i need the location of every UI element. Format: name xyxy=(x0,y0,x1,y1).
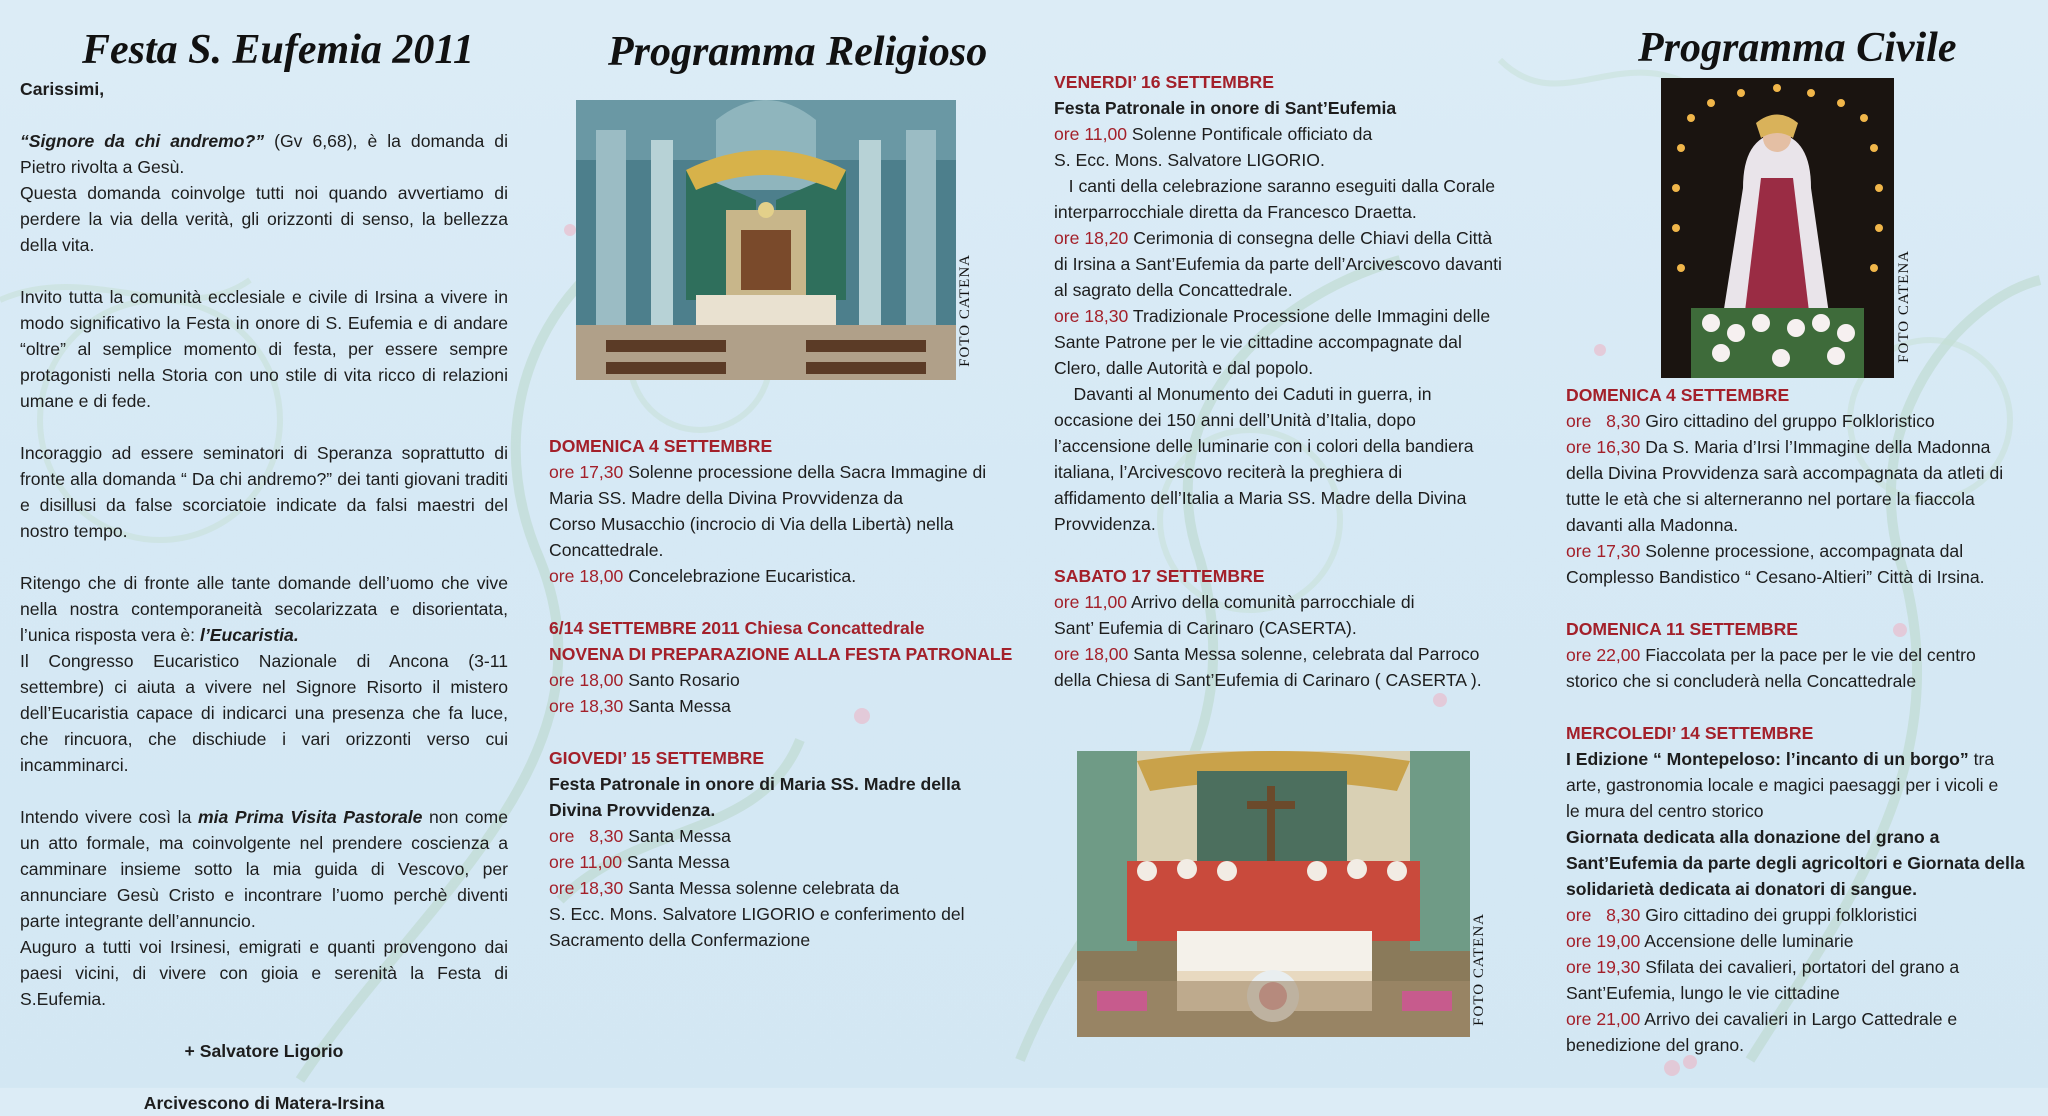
program-text: al sagrato della Concattedrale. xyxy=(1054,280,1293,300)
program-entry: ore 22,00 Fiaccolata per la pace per le vie del centro xyxy=(1566,645,1976,665)
program-bold-text: Giornata dedicata alla donazione del grano a xyxy=(1566,827,1940,847)
date-heading: DOMENICA 4 SETTEMBRE xyxy=(1566,385,1790,405)
program-text: Maria SS. Madre della Divina Provvidenza da xyxy=(549,488,903,508)
program-entry: ore 17,30 Solenne processione, accompagnata dal xyxy=(1566,541,1964,561)
church-interior-photo xyxy=(576,100,956,380)
pastoral-letter xyxy=(20,76,508,1116)
greeting: Carissimi, xyxy=(20,79,105,99)
date-heading: DOMENICA 4 SETTEMBRE xyxy=(549,436,773,456)
photo-credit: FOTO CATENA xyxy=(957,254,973,367)
date-heading: MERCOLEDI’ 14 SETTEMBRE xyxy=(1566,723,1814,743)
program-entry: ore 19,00 Accensione delle luminarie xyxy=(1566,931,1854,951)
program-text: Sant’Eufemia, lungo le vie cittadine xyxy=(1566,983,1840,1003)
programma-religioso-title: Programma Religioso xyxy=(608,29,988,75)
program-text: Clero, dalle Autorità e dal popolo. xyxy=(1054,358,1314,378)
program-entry: ore 18,30 Tradizionale Processione delle Immagini delle xyxy=(1054,306,1491,326)
program-entry: ore 21,00 Arrivo dei cavalieri in Largo Cattedrale e xyxy=(1566,1009,1958,1029)
program-bold-text: Sant’Eufemia da parte degli agricoltori e Giornata della xyxy=(1566,853,2025,873)
church-interior-illustration xyxy=(576,100,956,380)
program-entry: ore 8,30 Giro cittadino dei gruppi folkloristici xyxy=(1566,905,1918,925)
signature-role: Arcivescono di Matera-Irsina xyxy=(143,1093,385,1113)
program-text: S. Ecc. Mons. Salvatore LIGORIO. xyxy=(1054,150,1325,170)
feast-title: Festa Patronale in onore di Sant’Eufemia xyxy=(1054,98,1397,118)
program-entry: ore 8,30 Giro cittadino del gruppo Folkloristico xyxy=(1566,411,1935,431)
program-entry: ore 17,30 Solenne processione della Sacra Immagine di xyxy=(549,462,987,482)
letter-paragraph-4b: Il Congresso Eucaristico Nazionale di Ancona (3-11 settembre) ci aiuta a vivere nel Signore Risorto il mistero dell’Eucaristia capace di indicarci una presenza che fa luce, che rincuora, che dischiude i vari orizzonti verso cui incamminarci. xyxy=(20,651,508,775)
letter-paragraph-1b: Questa domanda coinvolge tutti noi quando avvertiamo di perdere la via della verità, gli orizzonti di senso, la bellezza della vita. xyxy=(20,183,508,255)
program-entry: ore 18,00 Santa Messa solenne, celebrata dal Parroco xyxy=(1054,644,1480,664)
programma-civile-title: Programma Civile xyxy=(1638,25,1957,71)
letter-paragraph-5: Intendo vivere così la mia Prima Visita Pastorale non come un atto formale, ma coinvolgente nel prendere coscienza a camminare insieme sotto la mia guida di Vescovo, per annunciare Gesù Cristo e incontrare l’uomo perchè diventi parte integrante dell’annuncio. xyxy=(20,807,508,931)
program-entry: I Edizione “ Montepeloso: l’incanto di un borgo” tra xyxy=(1566,749,1995,769)
date-heading: GIOVEDI’ 15 SETTEMBRE xyxy=(549,748,765,768)
program-text: S. Ecc. Mons. Salvatore LIGORIO e conferimento del xyxy=(549,904,965,924)
program-bold-text: solidarietà dedicata ai donatori di sangue. xyxy=(1566,879,1917,899)
photo-credit: FOTO CATENA xyxy=(1471,913,1487,1026)
madonna-statue-photo xyxy=(1661,78,1894,378)
program-entry: ore 19,30 Sfilata dei cavalieri, portatori del grano a xyxy=(1566,957,1960,977)
program-entry: ore 18,20 Cerimonia di consegna delle Chiavi della Città xyxy=(1054,228,1493,248)
program-text: Complesso Bandistico “ Cesano-Altieri” Città di Irsina. xyxy=(1566,567,1985,587)
feast-title: Festa Patronale in onore di Maria SS. Madre della xyxy=(549,774,961,794)
program-text: italiana, l’Arcivescovo reciterà la preghiera di xyxy=(1054,462,1403,482)
program-text: tutte le età che si alterneranno nel portare la fiaccola xyxy=(1566,489,1975,509)
letter-paragraph-1: “Signore da chi andremo?” (Gv 6,68), è la domanda di Pietro rivolta a Gesù. xyxy=(20,131,508,177)
letter-paragraph-2: Invito tutta la comunità ecclesiale e civile di Irsina a vivere in modo significativo la Festa in onore di S. Eufemia e di andare “oltre” al semplice momento di festa, per essere sempre protagonisti nella Storia con uno stile di vita ricco di relazioni umane e di fede. xyxy=(20,287,508,411)
date-heading: SABATO 17 SETTEMBRE xyxy=(1054,566,1265,586)
program-text: Sant’ Eufemia di Carinaro (CASERTA). xyxy=(1054,618,1357,638)
program-text: Concattedrale. xyxy=(549,540,664,560)
program-entry: ore 18,00 Santo Rosario xyxy=(549,670,740,690)
letter-title: Festa S. Eufemia 2011 xyxy=(82,27,475,73)
program-text: della Chiesa di Sant’Eufemia di Carinaro ( CASERTA ). xyxy=(1054,670,1482,690)
program-text: I canti della celebrazione saranno eseguiti dalla Corale xyxy=(1054,176,1496,196)
letter-paragraph-3: Incoraggio ad essere seminatori di Speranza soprattutto di fronte alla domanda “ Da chi andremo?” dei tanti giovani traditi e disillusi da false scorciatoie indicate da falsi maestri del nostro tempo. xyxy=(20,443,508,541)
program-entry: ore 18,00 Concelebrazione Eucaristica. xyxy=(549,566,857,586)
program-text: Provvidenza. xyxy=(1054,514,1156,534)
program-entry: ore 8,30 Santa Messa xyxy=(549,826,731,846)
program-text: di Irsina a Sant’Eufemia da parte dell’Arcivescovo davanti xyxy=(1054,254,1502,274)
program-text: della Divina Provvidenza sarà accompagnata da atleti di xyxy=(1566,463,2004,483)
program-entry: ore 11,00 Santa Messa xyxy=(549,852,730,872)
feast-title: Divina Provvidenza. xyxy=(549,800,716,820)
program-text: davanti alla Madonna. xyxy=(1566,515,1739,535)
novena-heading: 6/14 SETTEMBRE 2011 Chiesa Concattedrale xyxy=(549,618,925,638)
program-text: affidamento dell’Italia a Maria SS. Madre della Divina xyxy=(1054,488,1467,508)
mass-celebration-photo xyxy=(1077,751,1470,1037)
program-entry: ore 11,00 Arrivo della comunità parrocchiale di xyxy=(1054,592,1415,612)
photo-credit: FOTO CATENA xyxy=(1896,250,1912,363)
program-text: interparrocchiale diretta da Francesco Draetta. xyxy=(1054,202,1417,222)
date-heading: DOMENICA 11 SETTEMBRE xyxy=(1566,619,1799,639)
civil-program-list xyxy=(1566,382,2046,1058)
program-entry: ore 16,30 Da S. Maria d’Irsi l’Immagine della Madonna xyxy=(1566,437,1991,457)
program-entry: ore 11,00 Solenne Pontificale officiato da xyxy=(1054,124,1373,144)
program-text: storico che si concluderà nella Concattedrale xyxy=(1566,671,1917,691)
program-text: Sacramento della Confermazione xyxy=(549,930,811,950)
program-text: benedizione del grano. xyxy=(1566,1035,1745,1055)
madonna-statue-illustration xyxy=(1661,78,1894,378)
program-text: le mura del centro storico xyxy=(1566,801,1764,821)
program-text: arte, gastronomia locale e magici paesaggi per i vicoli e xyxy=(1566,775,1999,795)
religious-program-list xyxy=(549,433,1019,953)
mass-celebration-illustration xyxy=(1077,751,1470,1037)
signature: + Salvatore Ligorio xyxy=(184,1041,344,1061)
religious-program-continued xyxy=(1054,69,1534,693)
date-heading: VENERDI’ 16 SETTEMBRE xyxy=(1054,72,1274,92)
letter-paragraph-4: Ritengo che di fronte alle tante domande dell’uomo che vive nella nostra contemporaneità secolarizzata e disorientata, l’unica risposta vera è: l’Eucaristia. xyxy=(20,573,508,645)
program-entry: ore 18,30 Santa Messa solenne celebrata da xyxy=(549,878,900,898)
program-text: occasione dei 150 anni dell’Unità d’Italia, dopo xyxy=(1054,410,1416,430)
program-text: Davanti al Monumento dei Caduti in guerra, in xyxy=(1054,384,1432,404)
program-text: l’accensione delle luminarie con i colori della bandiera xyxy=(1054,436,1474,456)
program-text: Sante Patrone per le vie cittadine accompagnate dal xyxy=(1054,332,1462,352)
novena-heading-2: NOVENA DI PREPARAZIONE ALLA FESTA PATRONALE xyxy=(549,644,1013,664)
program-text: Corso Musacchio (incrocio di Via della Libertà) nella xyxy=(549,514,954,534)
letter-paragraph-6: Auguro a tutti voi Irsinesi, emigrati e quanti provengono dai paesi vicini, di vivere con gioia e serenità la Festa di S.Eufemia. xyxy=(20,937,508,1009)
program-entry: ore 18,30 Santa Messa xyxy=(549,696,731,716)
